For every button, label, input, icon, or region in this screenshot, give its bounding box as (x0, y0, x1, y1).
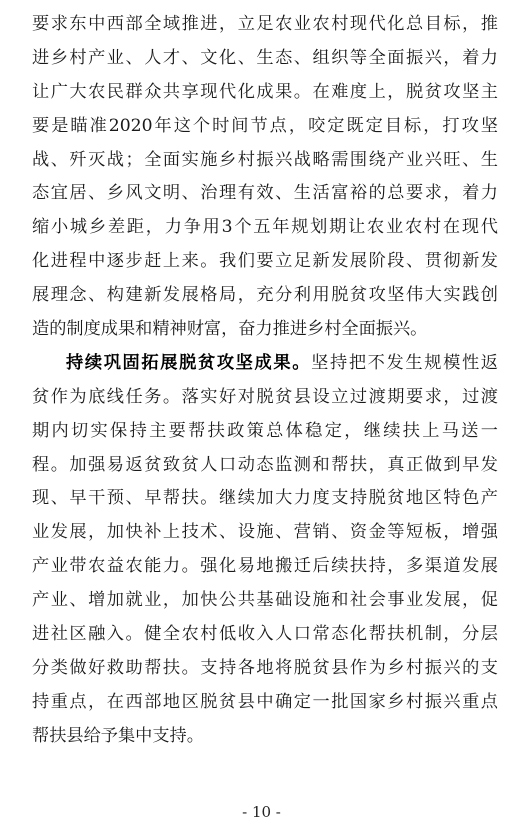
text-line: 要是瞄准2020年这个时间节点，咬定既定目标，打攻坚 (32, 115, 498, 136)
text-line: 持重点，在西部地区脱贫县中确定一批国家乡村振兴重点 (32, 691, 498, 712)
page-number: - 10 - (242, 803, 281, 821)
text-line: 让广大农民群众共享现代化成果。在难度上，脱贫攻坚主 (32, 81, 498, 102)
text-line: 进乡村产业、人才、文化、生态、组织等全面振兴，着力 (32, 47, 498, 68)
section-heading: 持续巩固拓展脱贫攻坚成果。 (66, 352, 312, 373)
text-line: 程。加强易返贫致贫人口动态监测和帮扶，真正做到早发 (32, 454, 498, 475)
text-line: 贫作为底线任务。落实好对脱贫县设立过渡期要求，过渡 (32, 386, 498, 407)
document-body (32, 8, 498, 754)
text-line: 现、早干预、早帮扶。继续加大力度支持脱贫地区特色产 (32, 488, 498, 509)
text-line: 产业、增加就业，加快公共基础设施和社会事业发展，促 (32, 590, 498, 611)
text-line: 展理念、构建新发展格局，充分利用脱贫攻坚伟大实践创 (32, 285, 498, 306)
paragraph-poverty-consolidation (32, 347, 498, 754)
paragraph-rural-revitalization (32, 8, 498, 347)
text-line: 缩小城乡差距，力争用3个五年规划期让农业农村在现代 (32, 217, 498, 238)
text-line: 帮扶县给予集中支持。 (32, 725, 204, 746)
text-line: 期内切实保持主要帮扶政策总体稳定，继续扶上马送一 (32, 420, 498, 441)
text-line: 化进程中逐步赶上来。我们要立足新发展阶段、贯彻新发 (32, 251, 498, 272)
text-line: 战、歼灭战；全面实施乡村振兴战略需围绕产业兴旺、生 (32, 149, 498, 170)
text-line: 产业带农益农能力。强化易地搬迁后续扶持，多渠道发展 (32, 556, 498, 577)
text-line-first (32, 347, 498, 381)
text-line: 分类做好救助帮扶。支持各地将脱贫县作为乡村振兴的支 (32, 657, 498, 678)
text-line: 要求东中西部全域推进，立足农业农村现代化总目标，推 (32, 14, 498, 34)
text-line: 进社区融入。健全农村低收入人口常态化帮扶机制，分层 (32, 624, 498, 645)
heading-followup-text: 坚持把不发生规模性返 (311, 352, 498, 373)
text-line: 态宜居、乡风文明、治理有效、生活富裕的总要求，着力 (32, 183, 498, 204)
text-line: 造的制度成果和精神财富，奋力推进乡村全面振兴。 (32, 319, 428, 340)
text-line: 业发展，加快补上技术、设施、营销、资金等短板，增强 (32, 522, 498, 543)
